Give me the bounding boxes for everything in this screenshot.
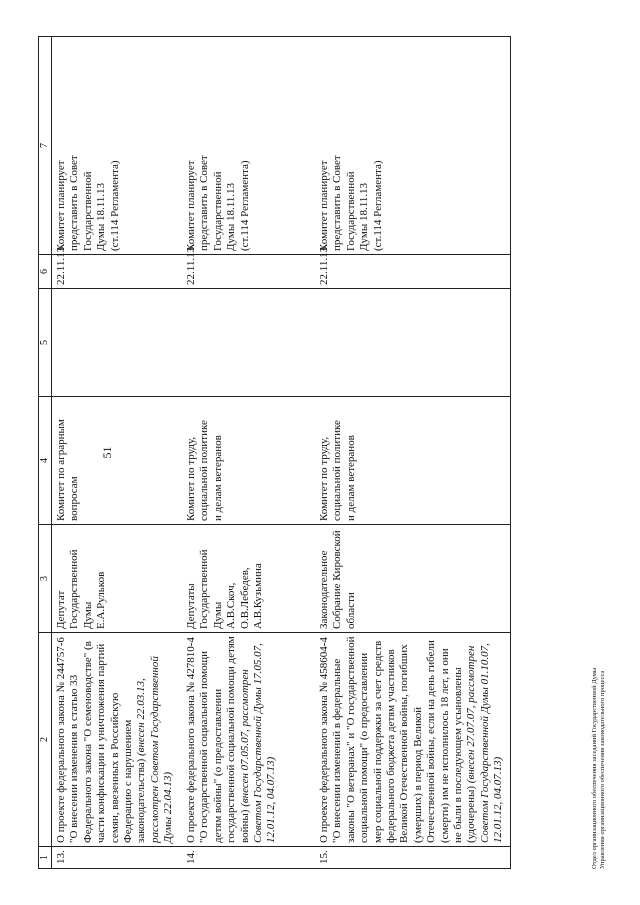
row-number: 13. xyxy=(52,847,183,869)
date-cell: 22.11.13 xyxy=(315,255,510,289)
column-5-cell xyxy=(182,289,315,397)
action-line: (ст.114 Регламента) xyxy=(238,160,251,251)
action-line: Государственной xyxy=(81,171,94,251)
initiator-line: Е.А.Рульков xyxy=(95,571,108,629)
action-line: представить в Совет xyxy=(198,155,211,251)
committee-line: вопросам xyxy=(68,476,81,521)
action-line: (ст.114 Регламента) xyxy=(108,160,121,251)
action-line: Комитет планирует xyxy=(55,160,67,251)
bill-note: (внесен 22.03.13, рассмотрен Советом Государственной Думы 22.04.13) xyxy=(135,656,175,843)
bill-cell xyxy=(315,633,510,847)
row-number: 14. xyxy=(182,847,315,869)
action-line: Комитет планирует xyxy=(318,160,330,251)
page-number: 51 xyxy=(100,446,114,459)
date-cell: 22.11.13 xyxy=(182,255,315,289)
committee-line: социальной политике xyxy=(331,420,344,521)
committee-line: Комитет по труду, xyxy=(185,436,197,521)
action-line: Комитет планирует xyxy=(185,160,197,251)
column-header: 6 xyxy=(39,255,52,289)
action-line: (ст.114 Регламента) xyxy=(371,160,384,251)
action-cell xyxy=(52,37,183,255)
initiator-line: Государственной xyxy=(198,549,211,629)
committee-line: Комитет по аграрным xyxy=(55,419,67,521)
initiator-line: Депутат xyxy=(55,590,67,629)
table-row xyxy=(52,37,183,869)
bill-cell xyxy=(52,633,183,847)
table-row xyxy=(182,37,315,869)
column-header: 5 xyxy=(39,289,52,397)
action-cell xyxy=(182,37,315,255)
action-line: Государственной xyxy=(344,171,357,251)
row-number: 15. xyxy=(315,847,510,869)
action-line: Государственной xyxy=(211,171,224,251)
date-cell: 22.11.13 xyxy=(52,255,183,289)
action-line: Думы 18.11.13 xyxy=(95,182,108,251)
footer-line: Отдел организационного обеспечения заседаний Государственной Думы xyxy=(591,667,598,869)
initiator-cell xyxy=(52,525,183,633)
bill-title: О проекте федерального закона № 458604-4 xyxy=(318,637,330,843)
committee-cell xyxy=(315,397,510,525)
initiator-line: Думы xyxy=(211,601,224,629)
committee-line: Комитет по труду, xyxy=(318,436,330,521)
action-cell xyxy=(315,37,510,255)
initiator-line: Государственной xyxy=(68,549,81,629)
column-number-row xyxy=(39,37,52,869)
committee-line: социальной политике xyxy=(198,420,211,521)
committee-line: и делам ветеранов xyxy=(344,435,357,521)
column-5-cell xyxy=(315,289,510,397)
initiator-cell xyxy=(315,525,510,633)
initiator-line: Думы xyxy=(81,601,94,629)
column-header: 2 xyxy=(39,633,52,847)
initiator-line: Собрание Кировской xyxy=(331,530,344,629)
table-row xyxy=(315,37,510,869)
bill-description: "О государственной социальной помощи детям войны" (о предоставлении государственной социальной помощи детям войны) xyxy=(198,636,251,843)
initiator-line: Законодательное xyxy=(318,550,330,629)
committee-cell xyxy=(182,397,315,525)
bill-title: О проекте федерального закона № 244757-6 xyxy=(55,637,67,843)
initiator-line: А.В.Скоч, xyxy=(225,582,238,629)
action-line: представить в Совет xyxy=(331,155,344,251)
bill-title: О проекте федерального закона № 427810-4 xyxy=(185,637,197,843)
action-line: Думы 18.11.13 xyxy=(358,182,371,251)
committee-cell xyxy=(52,397,183,525)
footer-line: Управления организационного обеспечения законодательного процесса xyxy=(599,670,607,869)
initiator-line: области xyxy=(344,592,357,629)
initiator-line: А.В.Кузьмина xyxy=(252,563,265,629)
column-header: 4 xyxy=(39,397,52,525)
initiator-line: Депутаты xyxy=(185,583,197,629)
column-5-cell xyxy=(52,289,183,397)
column-header: 7 xyxy=(39,37,52,255)
footer-department xyxy=(591,668,608,869)
committee-line: и делам ветеранов xyxy=(211,435,224,521)
bill-description: "О внесении изменения в статью 33 Федерального закона "О семеноводстве" (в части конфискации и уничтожения партий семян, ввезенных в Российскую Федерацию с нарушением законодательства) xyxy=(68,641,148,843)
bill-description: "О внесении изменений в федеральные законы "О ветеранах" и "О государственной социальной помощи" (о предоставлении мер социальной поддержки за счет средств федерального бюджета детям участников Великой Отечественной войны, погибших (умерших) в период Великой Отечественной войны, если на день гибели (смерти) им не исполнилось 18 лет, и они не были в последующем усыновлены (удочерены) xyxy=(331,636,478,843)
bill-note: (внесен 27.07.07, рассмотрен Советом Государственной Думы 01.10.07, 12.01.12, 04.07.13) xyxy=(465,643,505,843)
action-line: представить в Совет xyxy=(68,155,81,251)
bill-note: (внесен 07.05.07, рассмотрен Советом Государственной Думы 17.05.07, 12.01.12, 04.07.13) xyxy=(238,643,278,843)
bill-cell xyxy=(182,633,315,847)
bills-table xyxy=(38,36,511,869)
column-header: 3 xyxy=(39,525,52,633)
initiator-cell xyxy=(182,525,315,633)
initiator-line: О.В.Лебедев, xyxy=(238,567,251,629)
action-line: Думы 18.11.13 xyxy=(225,182,238,251)
column-header: 1 xyxy=(39,847,52,869)
